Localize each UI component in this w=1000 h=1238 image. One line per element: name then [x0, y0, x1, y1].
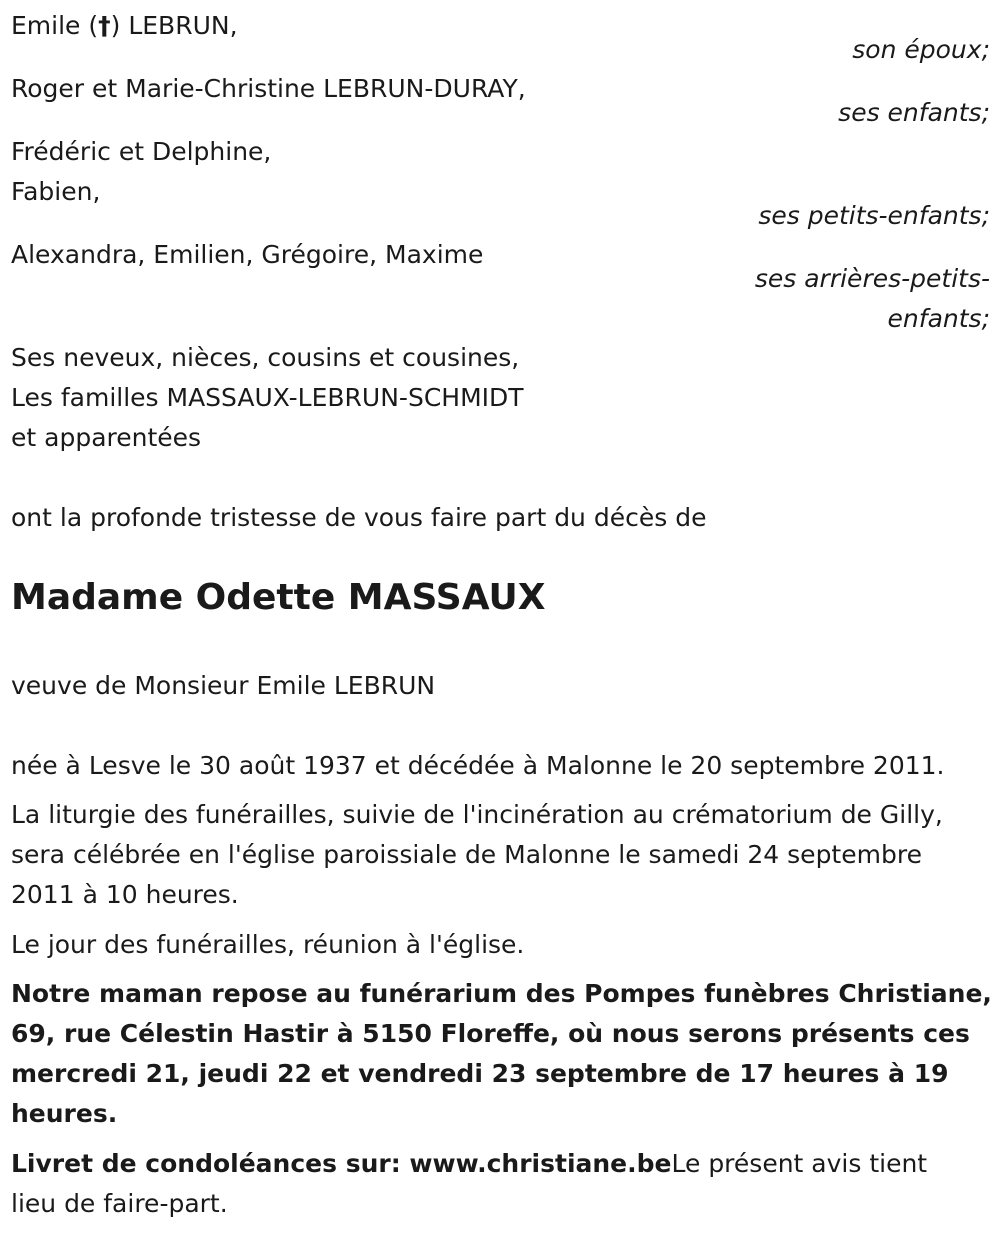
cross-icon: †: [98, 11, 111, 40]
spouse-name-pre: Emile (: [11, 11, 99, 40]
others-line-2: Les familles MASSAUX-LEBRUN-SCHMIDT: [11, 383, 524, 412]
deceased-name: Madame Odette MASSAUX: [11, 577, 546, 618]
meeting-text: Le jour des funérailles, réunion à l'église.: [11, 930, 525, 959]
great-grandchildren-role-line-2: enfants;: [887, 304, 990, 333]
intro-text: ont la profonde tristesse de vous faire part du décès de: [11, 503, 707, 532]
condolences-note: Le présent avis tient lieu de faire-part.: [11, 1149, 928, 1218]
spouse-name-post: ) LEBRUN,: [110, 11, 238, 40]
widow-of-text: veuve de Monsieur Emile LEBRUN: [11, 671, 436, 700]
others-line-1: Ses neveux, nièces, cousins et cousines,: [11, 343, 520, 372]
grandchildren-line-2: Fabien,: [11, 177, 101, 206]
liturgy-text: La liturgie des funérailles, suivie de l'incinération au crématorium de Gilly, sera célébrée en l'église paroissiale de Malonne le samedi 24 septembre 2011 à 10 heures.: [11, 800, 943, 909]
spouse-role: son époux;: [852, 35, 990, 64]
grandchildren-role: ses petits-enfants;: [758, 201, 990, 230]
condolences-paragraph: [11, 1144, 971, 1224]
great-grandchildren-role-line-1: ses arrières-petits-: [754, 264, 990, 293]
grandchildren-line-1: Frédéric et Delphine,: [11, 137, 272, 166]
condolences-label: Livret de condoléances sur: www.christiane.be: [11, 1149, 672, 1178]
spouse-line: [11, 6, 238, 46]
others-line-3: et apparentées: [11, 423, 202, 452]
funerarium-text: Notre maman repose au funérarium des Pompes funèbres Christiane, 69, rue Célestin Hastir à 5150 Floreffe, où nous serons présents ces mercredi 21, jeudi 22 et vendredi 23 septembre de 17 heures à 19 heures.: [11, 979, 992, 1128]
children-role: ses enfants;: [838, 98, 990, 127]
children-names: Roger et Marie-Christine LEBRUN-DURAY,: [11, 74, 526, 103]
great-grandchildren-names: Alexandra, Emilien, Grégoire, Maxime: [11, 240, 484, 269]
birth-death-text: née à Lesve le 30 août 1937 et décédée à Malonne le 20 septembre 2011.: [11, 751, 945, 780]
